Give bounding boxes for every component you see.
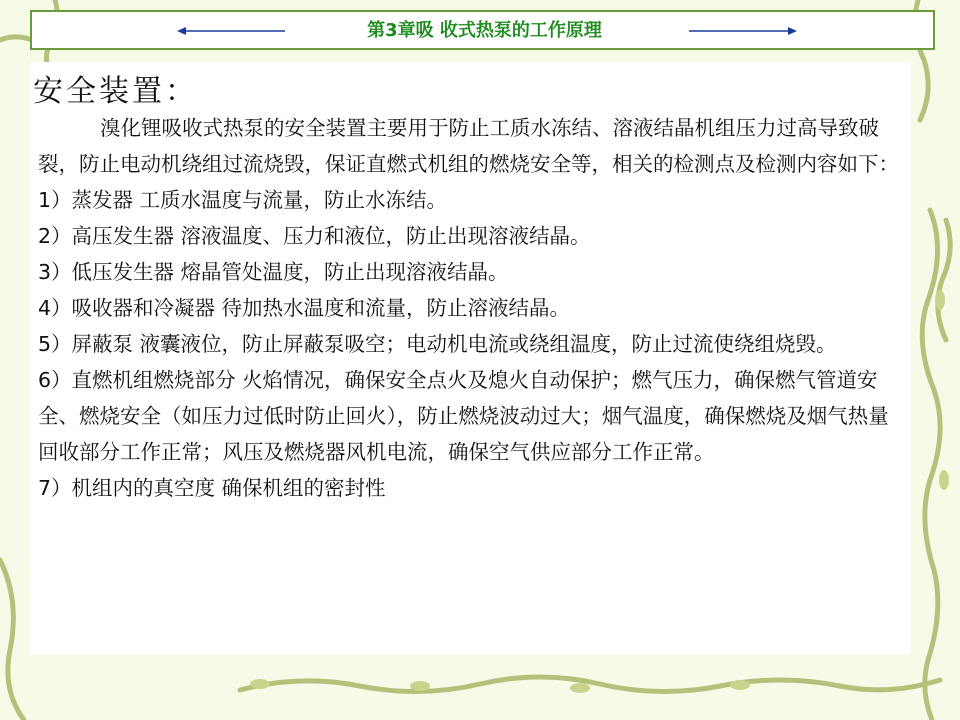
page-title: 第3章吸 收式热泵的工作原理 — [367, 20, 602, 41]
list-item: 2）高压发生器 溶液温度、压力和液位，防止出现溶液结晶。 — [38, 224, 591, 248]
arrow-right-icon — [687, 24, 797, 38]
list-item: 5）屏蔽泵 液囊液位，防止屏蔽泵吸空；电动机电流或绕组温度，防止过流使绕组烧毁。 — [38, 332, 837, 356]
list-item: 3）低压发生器 熔晶管处温度，防止出现溶液结晶。 — [38, 260, 509, 284]
list-item: 6）直燃机组燃烧部分 火焰情况，确保安全点火及熄火自动保护；燃气压力，确保燃气管道安全、燃烧安全（如压力过低时防止回火），防止燃烧波动过大；烟气温度，确保燃烧及烟气热量回收部分工作正常；风压及燃烧器风机电流，确保空气供应部分工作正常。 — [38, 368, 889, 464]
section-heading: 安全装置： — [33, 74, 198, 109]
intro-paragraph: 溴化锂吸收式热泵的安全装置主要用于防止工质水冻结、溶液结晶机组压力过高导致破裂，防止电动机绕组过流烧毁，保证直燃式机组的燃烧安全等，相关的检测点及检测内容如下： — [38, 116, 899, 176]
header-bar — [30, 10, 935, 50]
body-text — [38, 110, 906, 506]
content-panel — [30, 62, 910, 654]
list-item: 1）蒸发器 工质水温度与流量，防止水冻结。 — [38, 188, 448, 212]
list-item: 4）吸收器和冷凝器 待加热水温度和流量，防止溶液结晶。 — [38, 296, 571, 320]
list-item: 7）机组内的真空度 确保机组的密封性 — [38, 476, 386, 500]
